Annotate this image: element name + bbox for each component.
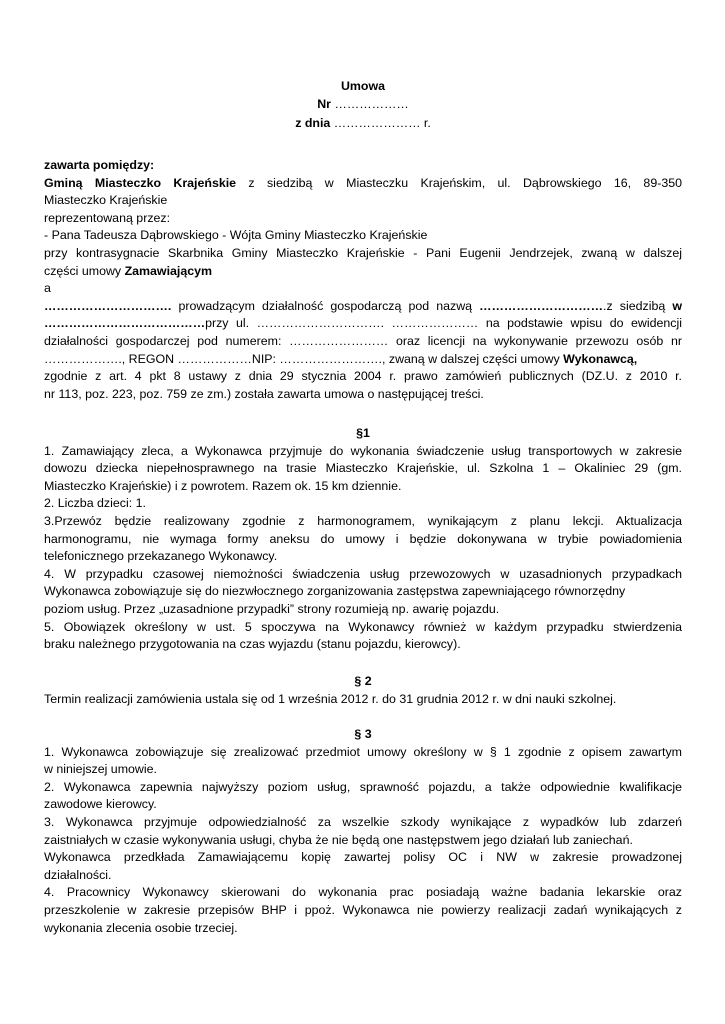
represented-by: reprezentowaną przez: [44, 210, 171, 225]
s1-item-4-end: poziom usług. Przez „uzasadnione przypadki” strony rozumieją np. awarię pojazdu. [44, 601, 500, 616]
parties-block [44, 157, 682, 403]
between-heading: zawarta pomiędzy: [44, 158, 155, 172]
countersign-cont: części umowy [44, 263, 125, 278]
s1-item-3-end: telefonicznego przekazanego Wykonawcy. [44, 549, 278, 564]
s3-item-3-cont: zaistniałych w czasie wykonywania usługi, chyba że nie będą one następstwem jego działań lub zaniechań. [44, 832, 633, 847]
contract-number [44, 96, 682, 114]
s3-item-4-end: wykonania zlecenia osobie trzeciej. [44, 920, 238, 935]
s3-item-4-cont: przeszkolenie w zakresie przepisów BHP i ppoż. Wykonawca nie powierzy realizacji zadań wynikających z [44, 902, 682, 917]
s1-item-1-cont: dowozu dziecka niepełnosprawnego na trasie Miasteczko Krajeńskie, ul. Szkolna 1 – Okaliniec 29 (gm. [44, 461, 682, 476]
title-text: Umowa [340, 79, 386, 93]
s3-item-3: 3. Wykonawca przyjmuje odpowiedzialność za wszelkie szkody wynikające z wypadków lub zdarzeń [44, 814, 682, 829]
contractor-blank-2: ………………………… [479, 298, 604, 313]
s1-item-3-cont: harmonogramu, nie wymaga formy aneksu do umowy i będzie dokonywana w trybie powiadomienia [44, 531, 682, 546]
and-conjunction: a [44, 281, 51, 296]
s3-item-2: 2. Wykonawca zapewnia najwyższy poziom usług, sprawność pojazdu, a także odpowiednie kwalifikacje [44, 779, 682, 794]
s1-item-2: 2. Liczba dzieci: 1. [44, 496, 146, 511]
contractor-term: Wykonawcą, [563, 351, 638, 366]
s3-item-1-end: w niniejszej umowie. [44, 762, 157, 777]
legal-basis-line: zgodnie z art. 4 pkt 8 ustawy z dnia 29 stycznia 2004 r. prawo zamówień publicznych (DZ.U. z 2010 r. [44, 369, 682, 384]
party1-name: Gminą Miasteczko Krajeńskie [44, 175, 237, 190]
s1-item-5-end: braku należnego przygotowania na czas wyjazdu (stanu pojazdu, kierowcy). [44, 637, 461, 652]
countersign-line: przy kontrasygnacie Skarbnika Gminy Miasteczko Krajeńskie - Pani Eugenii Jendrzejek, zwaną w dalszej [44, 245, 682, 260]
contractor-line-2 [44, 315, 682, 333]
section-3-heading: § 3 [354, 727, 372, 741]
s1-item-4: 4. W przypadku czasowej niemożności świadczenia usług przewozowych w uzasadnionych przypadkach [44, 566, 682, 581]
ordering-party-term: Zamawiającym [124, 263, 213, 278]
contractor-blank-1: …………………………. [44, 298, 172, 313]
contractor-text-3: w [672, 298, 682, 313]
legal-basis-cont: nr 113, poz. 223, poz. 759 ze zm.) została zawarta umowa o następującej treści. [44, 386, 484, 401]
s1-item-4-cont: Wykonawca zobowiązuje się do niezwłocznego zorganizowania zastępstwa zapewniającego równorzędny [44, 584, 626, 599]
s3-item-4: 4. Pracownicy Wykonawcy skierowani do wykonania prac posiadają ważne badania lekarskie oraz [44, 885, 682, 900]
date-value: ………………… r. [333, 116, 431, 130]
s1-item-3: 3.Przewóz będzie realizowany zgodnie z harmonogramem, wynikającym z planu lekcji. Aktualizacja [44, 513, 682, 528]
party1-line [44, 175, 682, 193]
s2-text: Termin realizacji zamówienia ustala się od 1 września 2012 r. do 31 grudnia 2012 r. w dni nauki szkolnej. [44, 691, 617, 706]
contractor-line-3: działalności gospodarczej pod numerem: …………………… oraz licencji na wykonywanie przewozu osób nr [44, 333, 682, 348]
s3-item-3-cont-2: Wykonawca przedkłada Zamawiającemu kopię zawartej polisy OC i NW w zakresie prowadzonej [44, 850, 682, 865]
contractor-line-1 [44, 298, 682, 316]
document-title [44, 78, 682, 96]
contract-date [44, 115, 682, 133]
s1-item-5: 5. Obowiązek określony w ust. 5 spoczywa na Wykonawcy również w każdym przypadku stwierdzenia [44, 619, 682, 634]
s1-item-1: 1. Zamawiający zleca, a Wykonawca przyjmuje do wykonania świadczenie usług transportowych w zakresie [44, 443, 682, 458]
s3-item-1: 1. Wykonawca zobowiązuje się zrealizować przedmiot umowy określony w § 1 zgodnie z opisem zawartym [44, 744, 682, 759]
date-label: z dnia [295, 116, 331, 130]
nr-label: Nr [317, 97, 331, 111]
contractor-text-2: .z siedzibą [603, 298, 673, 313]
contractor-text-1: prowadzącym działalność gospodarczą pod nazwą [171, 298, 480, 313]
section-1-heading: §1 [356, 426, 370, 440]
party1-address-cont: Miasteczko Krajeńskie [44, 193, 168, 208]
section-1 [44, 425, 682, 654]
contractor-blank-3: ………………………………… [44, 316, 206, 331]
party1-address: z siedzibą w Miasteczku Krajeńskim, ul. Dąbrowskiego 16, 89-350 [236, 175, 683, 190]
contractor-line-4 [44, 351, 682, 369]
section-3 [44, 726, 682, 937]
s1-item-1-end: Miasteczko Krajeńskie) i z powrotem. Razem ok. 15 km dziennie. [44, 478, 402, 493]
representative: - Pana Tadeusza Dąbrowskiego - Wójta Gminy Miasteczko Krajeńskie [44, 228, 428, 243]
contractor-text-4: przy ul. …………………………. ………………… na podstawie wpisu do ewidencji [205, 316, 682, 331]
countersign-line-2 [44, 263, 682, 281]
contractor-text-5: ………………., REGON ………………NIP: ……………………., zwaną w dalszej części umowy [44, 351, 564, 366]
nr-value: ……………… [334, 97, 409, 111]
s3-item-2-end: zawodowe kierowcy. [44, 797, 157, 812]
s3-item-3-end: działalności. [44, 867, 112, 882]
section-2 [44, 673, 682, 708]
section-2-heading: § 2 [354, 674, 372, 688]
